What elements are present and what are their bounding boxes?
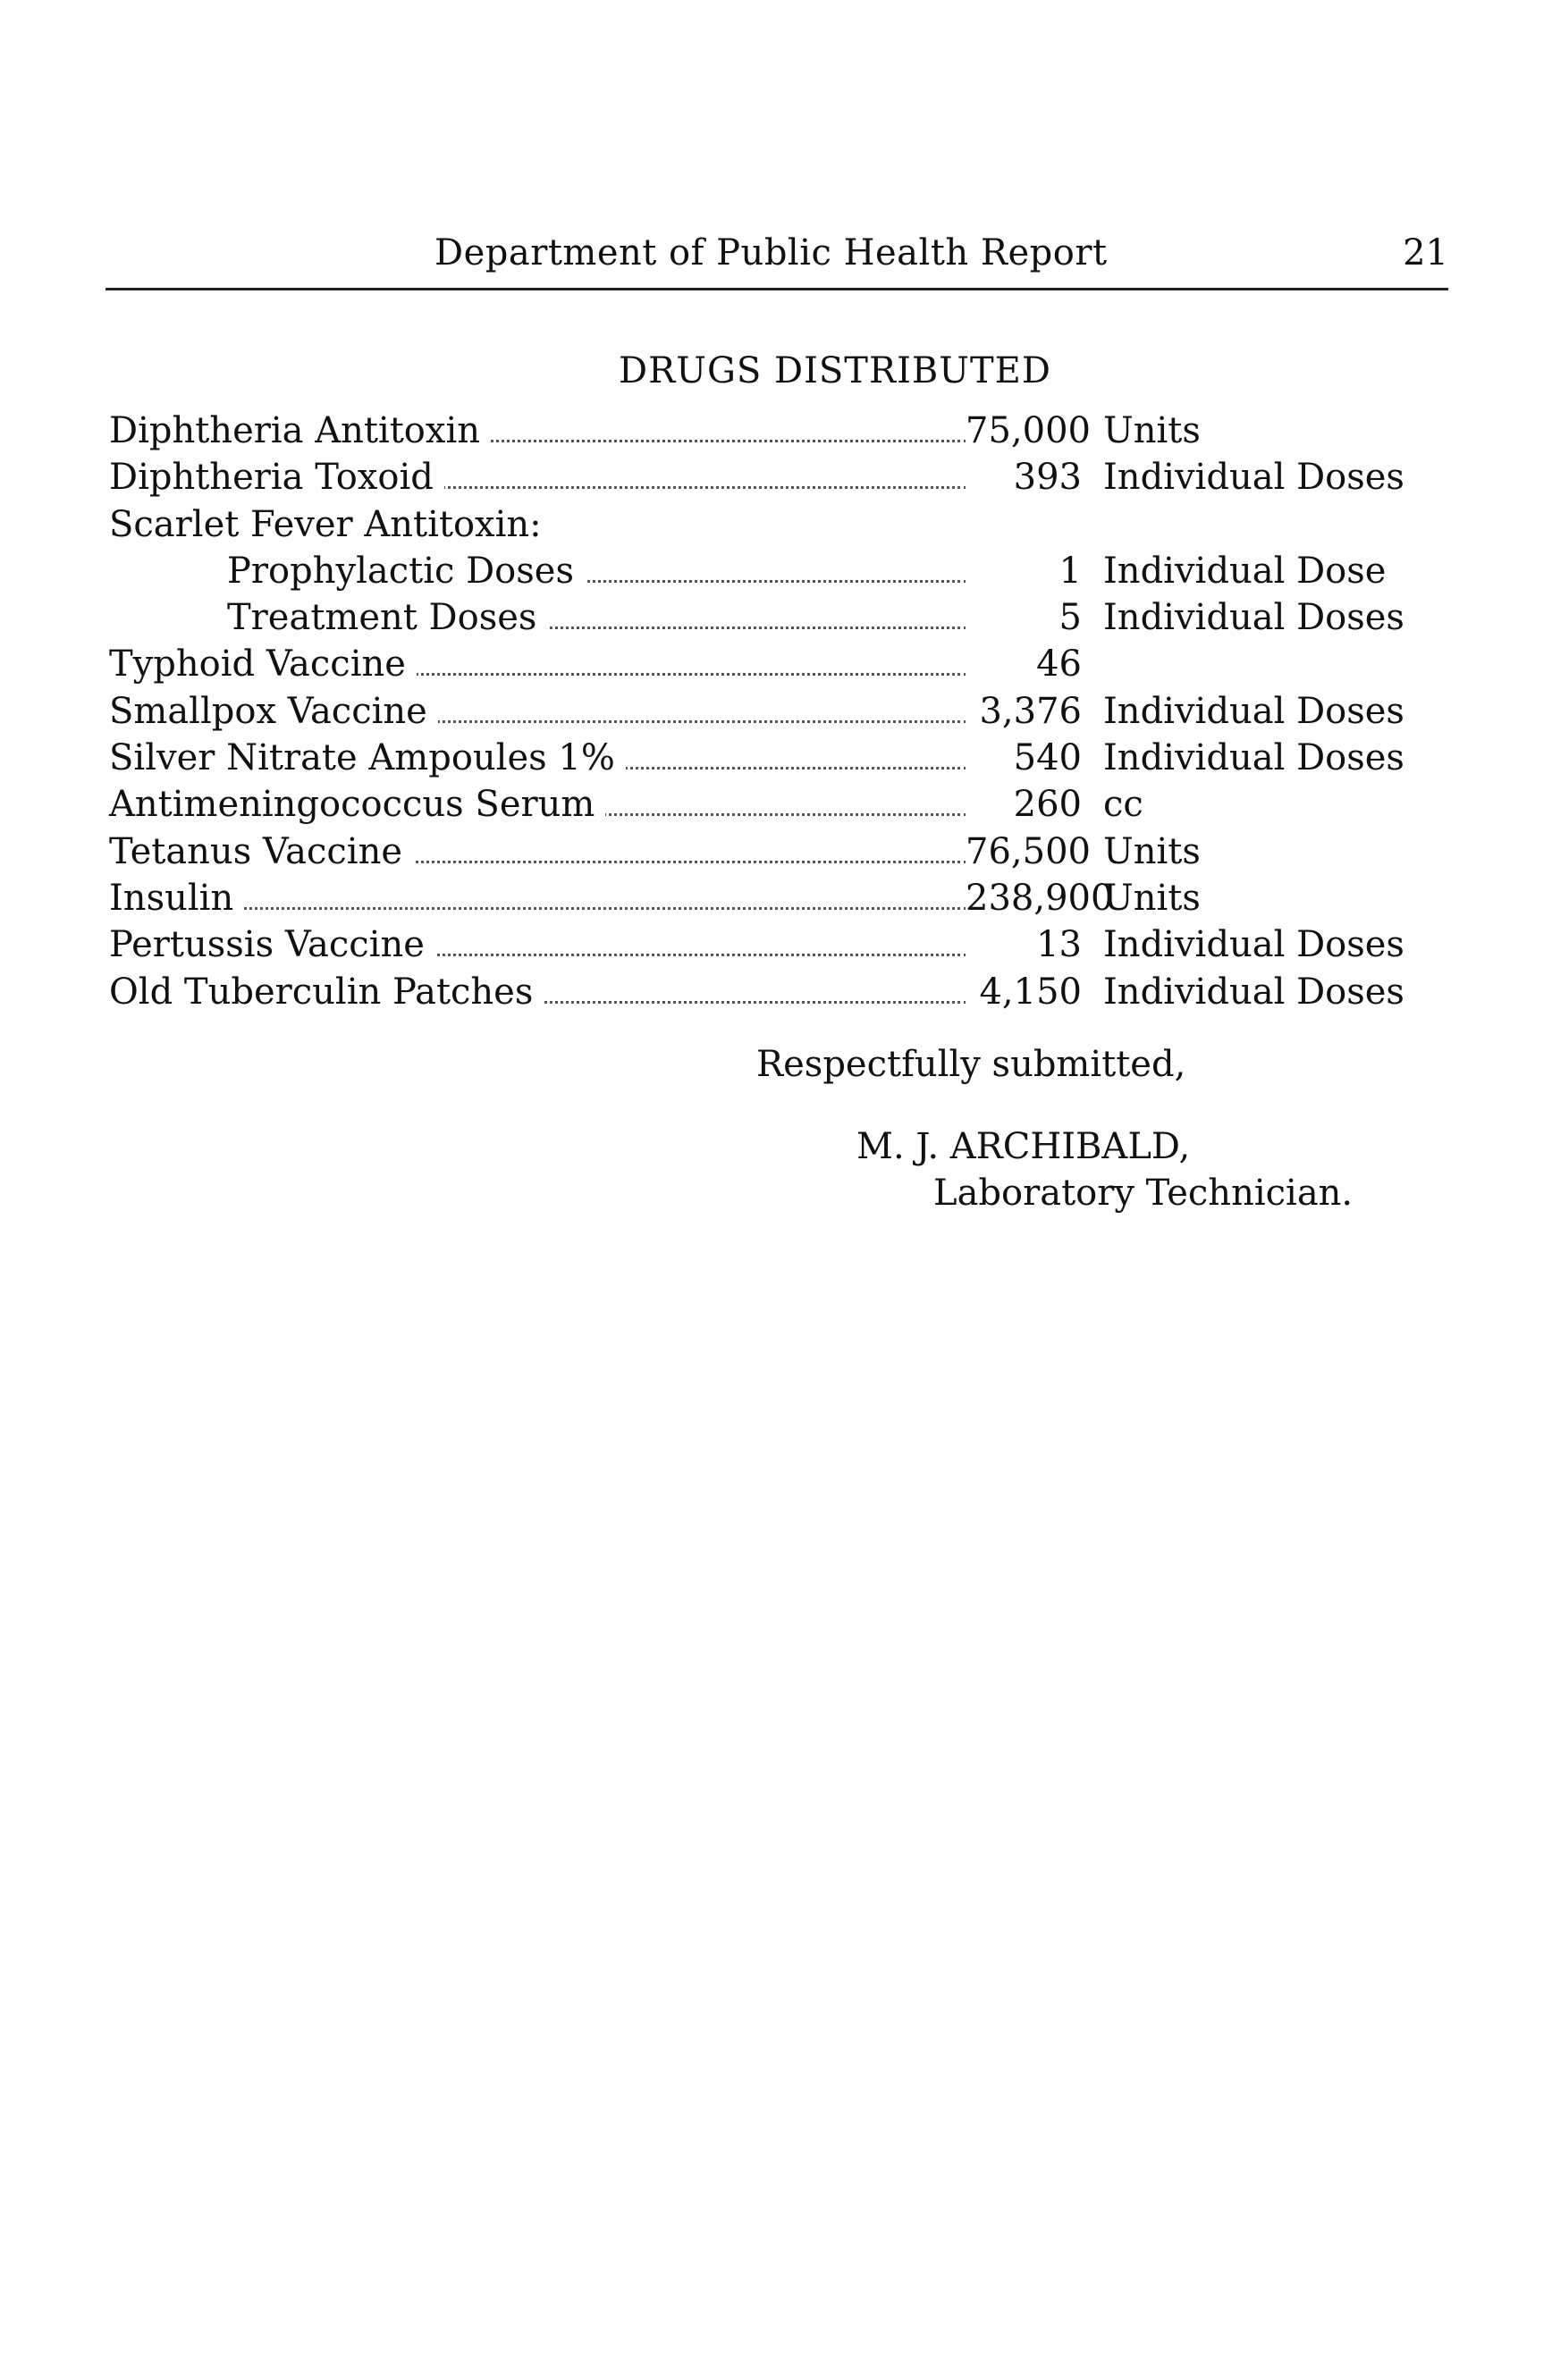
page-number: 21 bbox=[1403, 232, 1448, 273]
drug-name: Pertussis Vaccine bbox=[109, 921, 435, 968]
drug-name: Silver Nitrate Ampoules 1% bbox=[109, 735, 626, 781]
drug-name: Smallpox Vaccine bbox=[109, 688, 438, 735]
drug-name: Prophylactic Doses bbox=[227, 548, 585, 594]
running-head bbox=[105, 225, 1448, 290]
drug-unit: Individual Doses bbox=[1103, 971, 1404, 1013]
drug-quantity: 5 bbox=[966, 594, 1082, 641]
table-row bbox=[109, 501, 1459, 548]
drug-name: Antimeningococcus Serum bbox=[109, 781, 605, 828]
drug-quantity: 46 bbox=[966, 641, 1082, 687]
drug-name: Treatment Doses bbox=[227, 594, 547, 641]
drug-name: Scarlet Fever Antitoxin: bbox=[109, 501, 552, 548]
drug-quantity: 540 bbox=[966, 735, 1082, 781]
drug-name: Typhoid Vaccine bbox=[109, 641, 417, 687]
closing-line: Respectfully submitted, bbox=[756, 1044, 1186, 1085]
table-row bbox=[109, 921, 1459, 968]
drug-quantity: 76,500 bbox=[966, 828, 1082, 875]
table-row bbox=[109, 828, 1459, 875]
drug-name: Diphtheria Antitoxin bbox=[109, 408, 491, 454]
drug-unit: cc bbox=[1103, 784, 1143, 826]
drug-unit: Individual Doses bbox=[1103, 690, 1404, 732]
table-row bbox=[109, 408, 1459, 454]
table-row bbox=[109, 688, 1459, 735]
table-row bbox=[109, 735, 1459, 781]
table-row bbox=[109, 454, 1459, 500]
table-row bbox=[109, 548, 1459, 594]
drug-unit: Individual Doses bbox=[1103, 737, 1404, 779]
drug-unit: Individual Dose bbox=[1103, 550, 1387, 592]
drug-name: Old Tuberculin Patches bbox=[109, 969, 544, 1015]
table-row bbox=[109, 641, 1459, 687]
drug-unit: Individual Doses bbox=[1103, 924, 1404, 966]
table-row bbox=[109, 969, 1459, 1015]
drug-quantity: 238,900 bbox=[966, 875, 1082, 921]
drug-name: Tetanus Vaccine bbox=[109, 828, 413, 875]
drug-quantity: 1 bbox=[966, 548, 1082, 594]
table-row bbox=[109, 594, 1459, 641]
signer-title: Laboratory Technician. bbox=[933, 1173, 1354, 1214]
running-title: Department of Public Health Report bbox=[434, 232, 1108, 273]
drug-quantity: 4,150 bbox=[966, 969, 1082, 1015]
drug-quantity: 3,376 bbox=[966, 688, 1082, 735]
drug-unit: Units bbox=[1103, 410, 1201, 451]
drug-unit: Individual Doses bbox=[1103, 597, 1404, 639]
signer-name: M. J. ARCHIBALD, bbox=[856, 1126, 1191, 1167]
drugs-table bbox=[109, 408, 1459, 1015]
drug-unit: Units bbox=[1103, 877, 1201, 919]
drug-quantity: 260 bbox=[966, 781, 1082, 828]
drug-unit: Units bbox=[1103, 830, 1201, 872]
drug-quantity: 13 bbox=[966, 921, 1082, 968]
table-row bbox=[109, 781, 1459, 828]
drug-unit: Individual Doses bbox=[1103, 457, 1404, 499]
drug-name: Insulin bbox=[109, 875, 244, 921]
drug-name: Diphtheria Toxoid bbox=[109, 454, 444, 500]
drug-quantity: 75,000 bbox=[966, 408, 1082, 454]
drug-quantity: 393 bbox=[966, 454, 1082, 500]
section-title: DRUGS DISTRIBUTED bbox=[619, 350, 1051, 391]
table-row bbox=[109, 875, 1459, 921]
